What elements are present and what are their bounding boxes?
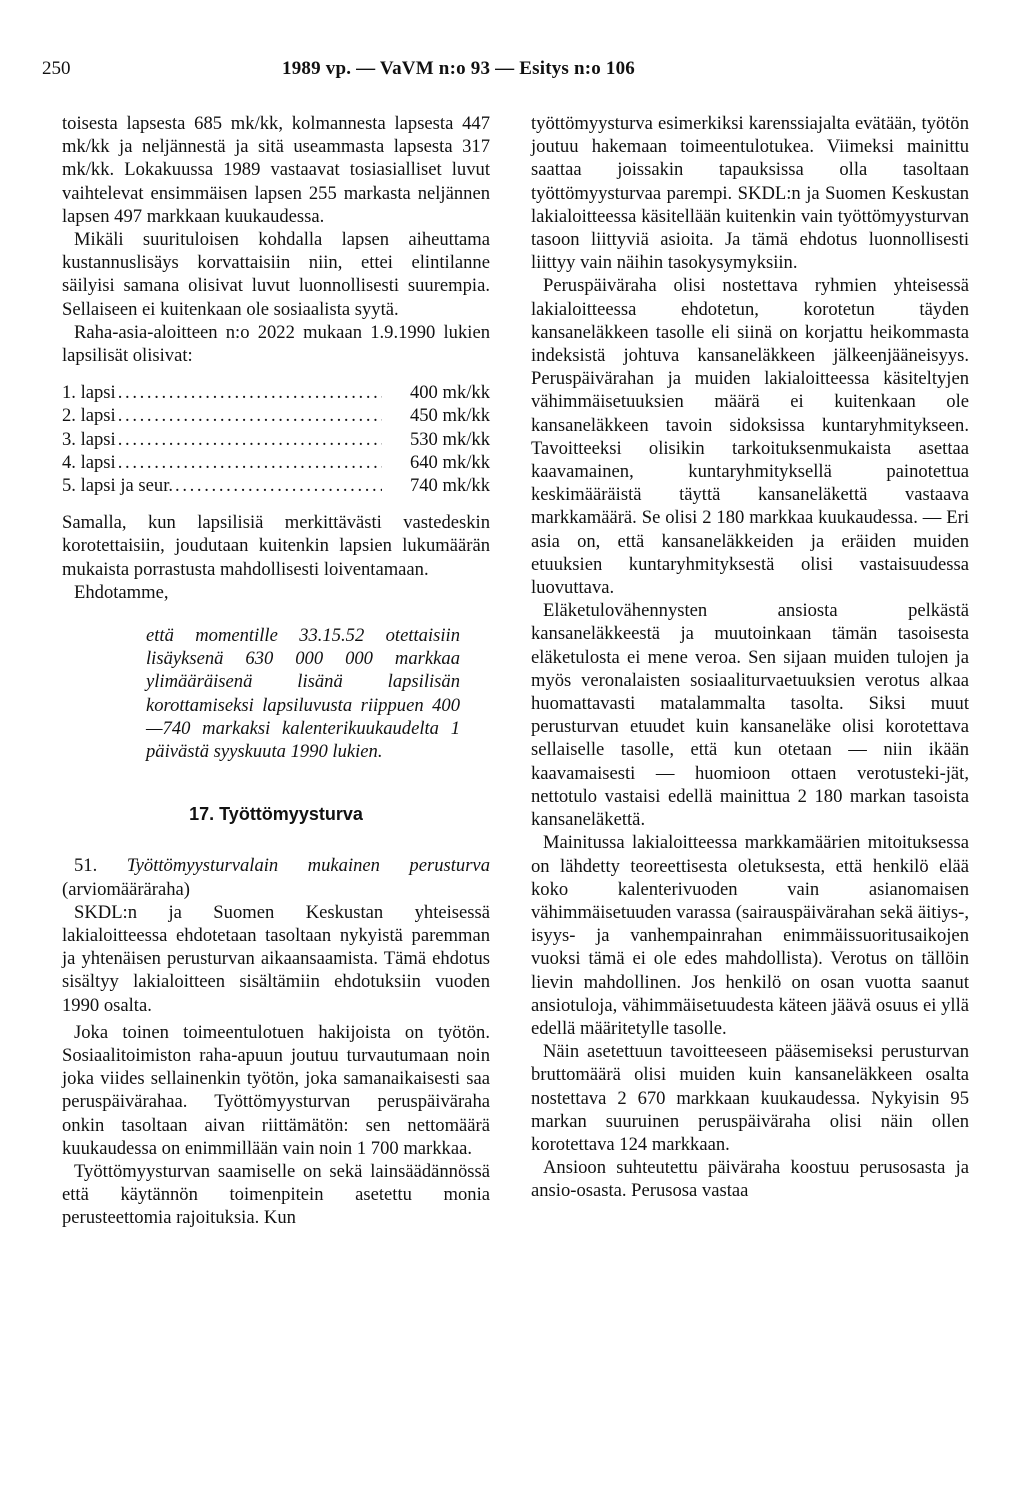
item-title: Työttömyysturvalain mukainen perusturva bbox=[126, 855, 490, 877]
child-label: 5. lapsi ja seur. bbox=[62, 474, 174, 496]
dot-leader bbox=[175, 474, 382, 497]
dot-leader bbox=[118, 428, 382, 451]
allowance-value: 450 mk/kk bbox=[409, 405, 490, 427]
paragraph: Mainitussa lakialoitteessa markkamäärien mitoituksessa on lähdetty teoreettisesta oletuksesta, että henkilö elää koko kalenterivuoden vain asianomaisen vähimmäisetuuden varassa (sairauspäivärahan sekä äitiys-, isyys- ja vanhempainrahan enimmäissuoritusaikojen vuoksi tämä ei ole edes mahdollista). Verotus on tällöin lievin mahdollinen. Jos henkilö on osan vuotta saanut ansiotuloja, vähimmäisetuudesta käteen jäävä osuus ei yllä edellä määritetylle tasolle. bbox=[531, 832, 969, 1039]
item-heading bbox=[62, 854, 490, 900]
paragraph: Raha-asia-aloitteen n:o 2022 mukaan 1.9.1990 lukien lapsilisät olisivat: bbox=[62, 321, 490, 367]
item-note: (arviomääräraha) bbox=[62, 878, 190, 900]
paragraph: SKDL:n ja Suomen Keskustan yhteisessä lakialoitteessa ehdotetaan tasoltaan nykyistä paremman ja yhtenäisen perusturvan aikaansaamista. Tämä ehdotus sisältyy lakialoitteen sisältämiin ehdotuksiin vuoden 1990 osalta. bbox=[62, 901, 490, 1016]
paragraph: toisesta lapsesta 685 mk/kk, kolmannesta lapsesta 447 mk/kk ja neljännestä ja sitä useammasta lapsesta 317 mk/kk. Lokakuussa 1989 vastaavat tosiasialliset luvut vaihtelevat ensimmäisen lapsen 255 markasta neljännen lapsen 497 markkaan kuukaudessa. bbox=[62, 113, 490, 227]
dot-leader bbox=[118, 404, 382, 427]
dot-leader bbox=[118, 451, 382, 474]
list-item bbox=[62, 474, 490, 497]
left-column bbox=[62, 112, 490, 1230]
dot-leader bbox=[118, 381, 382, 404]
proposal-text: että momentille 33.15.52 otettaisiin lisäyksenä 630 000 000 markkaa ylimääräisenä lisänä lapsilisän korottamiseksi lapsiluvusta riippuen 400—740 markaksi kalenterikuukaudelta 1 päivästä syyskuuta 1990 lukien. bbox=[146, 624, 460, 762]
paragraph: Peruspäiväraha olisi nostettava ryhmien yhteisessä lakialoitteessa ehdotetun, korotetun täyden kansaneläkkeen tasolle eli siinä on korjattu heikommasta indeksistä johtuva kansaneläkkeen jälkeenjääneisyys. Peruspäivärahan ja muiden lakialoitteessa käsiteltyjen vähimmäisetuuksien määrä ei kuitenkaan ole kansaneläkkeen tavoin sidoksissa kuntaryhmitykseen. Tavoitteeksi olisikin tarkoituksenmukaista asettaa kaavamainen, kuntaryhmityksellä painotettua keskimääräistä täyttä kansaneläkettä vastaava markkamäärä. Se olisi 2 180 markkaa kuukaudessa. — Eri asia on, että kansaneläkkeiden ja eräiden muiden etuuksien kuntaryhmityksestä olisi vastaisuudessa luovuttava. bbox=[531, 275, 969, 599]
allowance-list bbox=[62, 381, 490, 497]
section-heading: 17. Työttömyysturva bbox=[189, 804, 363, 825]
page-header bbox=[0, 58, 1024, 88]
paragraph: Mikäli suurituloisen kohdalla lapsen aiheuttama kustannuslisäys korvattaisiin niin, ettei elintilanne säilyisi samana olisivat luvut luonnollisesti suurempia. Sellaiseen ei kuitenkaan ole sosiaalista syytä. bbox=[62, 229, 490, 320]
allowance-value: 740 mk/kk bbox=[409, 474, 490, 496]
list-item bbox=[62, 404, 490, 427]
child-label: 1. lapsi bbox=[62, 382, 116, 404]
child-label: 3. lapsi bbox=[62, 428, 116, 450]
paragraph: Joka toinen toimeentulotuen hakijoista on työtön. Sosiaalitoimiston raha-apuun joutuu turvautumaan noin joka viides sellainenkin työtön, joka samanaikaisesti saa peruspäivärahaa. Työttömyysturvan peruspäiväraha onkin tasoltaan aivan riittämätön: sen nettomäärä kuukaudessa on enimmillään vain noin 1 700 markkaa. bbox=[62, 1021, 490, 1159]
paragraph: Ansioon suhteutettu päiväraha koostuu perusosasta ja ansio-osasta. Perusosa vastaa bbox=[531, 1157, 969, 1202]
child-label: 4. lapsi bbox=[62, 451, 116, 473]
item-number: 51. bbox=[74, 855, 98, 877]
paragraph: työttömyysturva esimerkiksi karenssiajalta evätään, työtön joutuu hakemaan toimeentulotukea. Viimeksi mainittu saattaa joissakin tapauksissa olla tasoltaan työttömyysturvaa parempi. SKDL:n ja Suomen Keskustan lakialoitteessa käsitellään kuitenkin vain työttömyysturvan tasoon liittyviä asioita. Ja tämä ehdotus luonnollisesti liittyy vain näihin tasokysymyksiin. bbox=[531, 113, 969, 274]
paragraph: Ehdotamme, bbox=[74, 581, 169, 603]
allowance-value: 640 mk/kk bbox=[409, 451, 490, 473]
paragraph: Näin asetettuun tavoitteeseen pääsemiseksi perusturvan bruttomäärä olisi muiden kuin kansaneläkkeen osalta nostettava 2 670 markkaan kuukaudessa. Nykyisin 95 markan suuruinen peruspäiväraha olisi näin ollen korotettava 124 markkaan. bbox=[531, 1041, 969, 1155]
paragraph: Eläketulovähennysten ansiosta pelkästä kansaneläkkeestä ja muutoinkaan tämän tasoisesta eläketulosta ei mene veroa. Sen sijaan muiden tulojen ja myös veronalaisten sosiaaliturvaetuuksien verotus alkaa huomattavasti matalammalta tasolta. Siksi muut perusturvan etuudet kuin kansaneläke olisi korotettava sellaiselle tasolle, että kun otetaan — niin ikään kaavamaisesti — huomioon ottaen verotusteki-jät, nettotulo vastaisi edellä mainittua 2 180 markan tasoista kansaneläkettä. bbox=[531, 600, 969, 831]
list-item bbox=[62, 428, 490, 451]
allowance-value: 400 mk/kk bbox=[409, 382, 490, 404]
paragraph: Työttömyysturvan saamiselle on sekä lainsäädännössä että käytännön toimenpitein asetettu monia perusteettomia rajoituksia. Kun bbox=[62, 1161, 490, 1229]
allowance-value: 530 mk/kk bbox=[409, 428, 490, 450]
running-title: 1989 vp. — VaVM n:o 93 — Esitys n:o 106 bbox=[282, 58, 636, 79]
list-item bbox=[62, 381, 490, 404]
list-item bbox=[62, 451, 490, 474]
child-label: 2. lapsi bbox=[62, 405, 116, 427]
paragraph: Samalla, kun lapsilisiä merkittävästi vastedeskin korotettaisiin, joudutaan kuitenkin lapsien lukumäärän mukaista porrastusta mahdollisesti loiventamaan. bbox=[62, 512, 490, 580]
page-number: 250 bbox=[42, 58, 71, 79]
right-column bbox=[531, 112, 969, 1203]
